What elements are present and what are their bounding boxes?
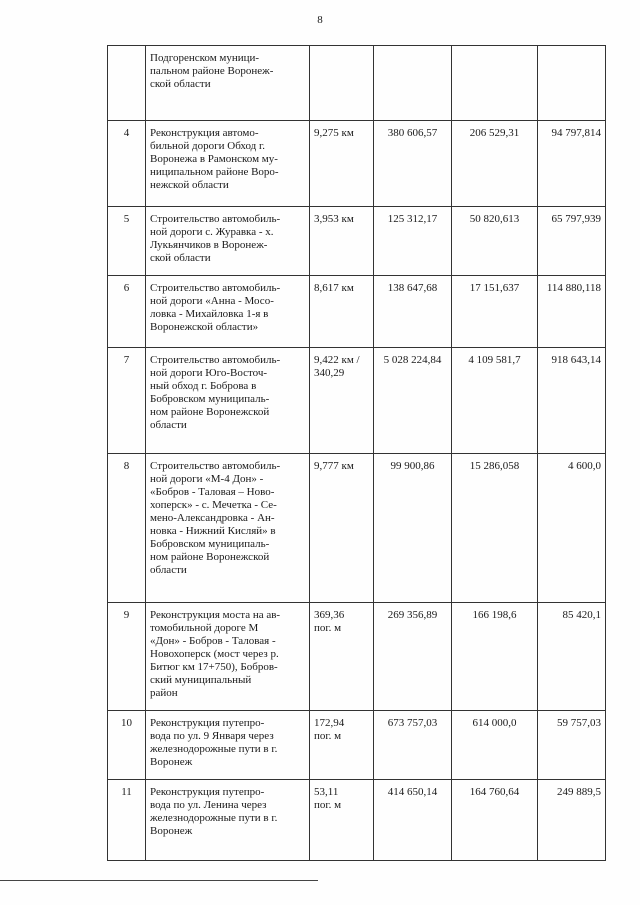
project-length: [310, 348, 374, 454]
project-name-line: вода по ул. 9 Января через: [150, 730, 274, 742]
project-length-line: пог. м: [314, 799, 342, 811]
project-length-line: 53,11: [314, 786, 339, 798]
project-length: [310, 207, 374, 276]
row-number: 5: [108, 207, 146, 276]
table-row: [108, 711, 606, 780]
project-name-line: ной дороги «М-4 Дон» -: [150, 473, 264, 485]
total-cost: 269 356,89: [374, 603, 452, 711]
project-name-line: район: [150, 687, 178, 699]
total-cost: 138 647,68: [374, 276, 452, 348]
project-name-line: ный обход г. Боброва в: [150, 380, 257, 392]
project-name-line: ской области: [150, 252, 211, 264]
project-name-line: Строительство автомобиль-: [150, 354, 281, 366]
project-name-line: ниципальном районе Воро-: [150, 166, 279, 178]
row-number: 7: [108, 348, 146, 454]
row-number: 11: [108, 780, 146, 861]
project-name-line: ловка - Михайловка 1-я в: [150, 308, 269, 320]
project-name: [146, 603, 310, 711]
project-name: [146, 121, 310, 207]
project-name-line: ский муниципальный: [150, 674, 252, 686]
row-number: 6: [108, 276, 146, 348]
project-name-line: вода по ул. Ленина через: [150, 799, 267, 811]
project-name-line: «Дон» - Бобров - Таловая -: [150, 635, 276, 647]
table-row: [108, 780, 606, 861]
funding-value: 114 880,118: [538, 276, 606, 348]
funding-value: 15 286,058: [452, 454, 538, 603]
project-name-line: Лукьянчиков в Воронеж-: [150, 239, 268, 251]
project-name-line: Реконструкция автомо-: [150, 127, 259, 139]
funding-value: 166 198,6: [452, 603, 538, 711]
project-name: [146, 207, 310, 276]
project-length: [310, 46, 374, 121]
project-name-line: хоперск» - с. Мечетка - Се-: [150, 499, 277, 511]
project-length-line: 9,777 км: [314, 460, 354, 472]
project-name: [146, 454, 310, 603]
project-name: [146, 46, 310, 121]
project-name: [146, 348, 310, 454]
project-name-line: области: [150, 419, 187, 431]
project-name-line: железнодорожные пути в г.: [150, 743, 278, 755]
total-cost: 125 312,17: [374, 207, 452, 276]
project-length-line: 172,94: [314, 717, 345, 729]
project-name-line: ном районе Воронежской: [150, 551, 270, 563]
project-name-line: Битюг км 17+750), Бобров-: [150, 661, 278, 673]
total-cost: 5 028 224,84: [374, 348, 452, 454]
page-number: 8: [317, 14, 323, 26]
funding-value: 918 643,14: [538, 348, 606, 454]
project-name-line: «Бобров - Таловая – Ново-: [150, 486, 275, 498]
project-length-line: 9,275 км: [314, 127, 354, 139]
funding-value: [452, 46, 538, 121]
total-cost: 99 900,86: [374, 454, 452, 603]
table-row: [108, 348, 606, 454]
project-name-line: Реконструкция путепро-: [150, 717, 265, 729]
footer-rule: [0, 880, 318, 881]
project-name-line: ной дороги Юго-Восточ-: [150, 367, 268, 379]
funding-value: 614 000,0: [452, 711, 538, 780]
project-name-line: Новохоперск (мост через р.: [150, 648, 279, 660]
funding-value: 4 109 581,7: [452, 348, 538, 454]
project-name-line: Воронежской области»: [150, 321, 259, 333]
funding-value: 59 757,03: [538, 711, 606, 780]
project-length: [310, 454, 374, 603]
funding-value: 94 797,814: [538, 121, 606, 207]
project-name-line: Воронежа в Рамонском му-: [150, 153, 278, 165]
project-name-line: новка - Нижний Кисляй» в: [150, 525, 276, 537]
table-row: [108, 603, 606, 711]
project-name-line: железнодорожные пути в г.: [150, 812, 278, 824]
project-name-line: ной дороги «Анна - Мосо-: [150, 295, 274, 307]
table-row: [108, 454, 606, 603]
project-name-line: Реконструкция путепро-: [150, 786, 265, 798]
table-row: [108, 276, 606, 348]
project-length: [310, 603, 374, 711]
project-length-line: 9,422 км /: [314, 354, 360, 366]
funding-value: 50 820,613: [452, 207, 538, 276]
funding-value: 4 600,0: [538, 454, 606, 603]
project-name-line: Бобровском муниципаль-: [150, 393, 270, 405]
project-length-line: пог. м: [314, 730, 342, 742]
project-name-line: мено-Александровка - Ан-: [150, 512, 275, 524]
row-number: 8: [108, 454, 146, 603]
projects-table: [107, 45, 606, 861]
project-length-line: 369,36: [314, 609, 345, 621]
row-number: 10: [108, 711, 146, 780]
project-name-line: Воронеж: [150, 825, 193, 837]
funding-value: 249 889,5: [538, 780, 606, 861]
project-name-line: пальном районе Воронеж-: [150, 65, 274, 77]
table-row: [108, 121, 606, 207]
project-length: [310, 276, 374, 348]
total-cost: 380 606,57: [374, 121, 452, 207]
project-length-line: 8,617 км: [314, 282, 354, 294]
project-name-line: ской области: [150, 78, 211, 90]
funding-value: 17 151,637: [452, 276, 538, 348]
project-name: [146, 711, 310, 780]
row-number: 4: [108, 121, 146, 207]
project-name-line: Строительство автомобиль-: [150, 460, 281, 472]
total-cost: 414 650,14: [374, 780, 452, 861]
project-name-line: ной дороги с. Журавка - х.: [150, 226, 274, 238]
table-row: [108, 207, 606, 276]
project-length: [310, 711, 374, 780]
project-name: [146, 780, 310, 861]
project-name-line: области: [150, 564, 187, 576]
project-name-line: нежской области: [150, 179, 229, 191]
project-name: [146, 276, 310, 348]
total-cost: 673 757,03: [374, 711, 452, 780]
project-name-line: Строительство автомобиль-: [150, 282, 281, 294]
project-name-line: бильной дороги Обход г.: [150, 140, 266, 152]
project-name-line: Воронеж: [150, 756, 193, 768]
project-length: [310, 780, 374, 861]
project-name-line: томобильной дороге М: [150, 622, 259, 634]
total-cost: [374, 46, 452, 121]
project-name-line: Строительство автомобиль-: [150, 213, 281, 225]
funding-value: 164 760,64: [452, 780, 538, 861]
project-name-line: Подгоренском муници-: [150, 52, 260, 64]
project-length-line: пог. м: [314, 622, 342, 634]
project-length-line: 3,953 км: [314, 213, 354, 225]
project-name-line: Реконструкция моста на ав-: [150, 609, 281, 621]
table-row: [108, 46, 606, 121]
funding-value: [538, 46, 606, 121]
project-name-line: Бобровском муниципаль-: [150, 538, 270, 550]
project-length: [310, 121, 374, 207]
row-number: [108, 46, 146, 121]
funding-value: 85 420,1: [538, 603, 606, 711]
row-number: 9: [108, 603, 146, 711]
project-name-line: ном районе Воронежской: [150, 406, 270, 418]
funding-value: 206 529,31: [452, 121, 538, 207]
project-length-line: 340,29: [314, 367, 345, 379]
funding-value: 65 797,939: [538, 207, 606, 276]
